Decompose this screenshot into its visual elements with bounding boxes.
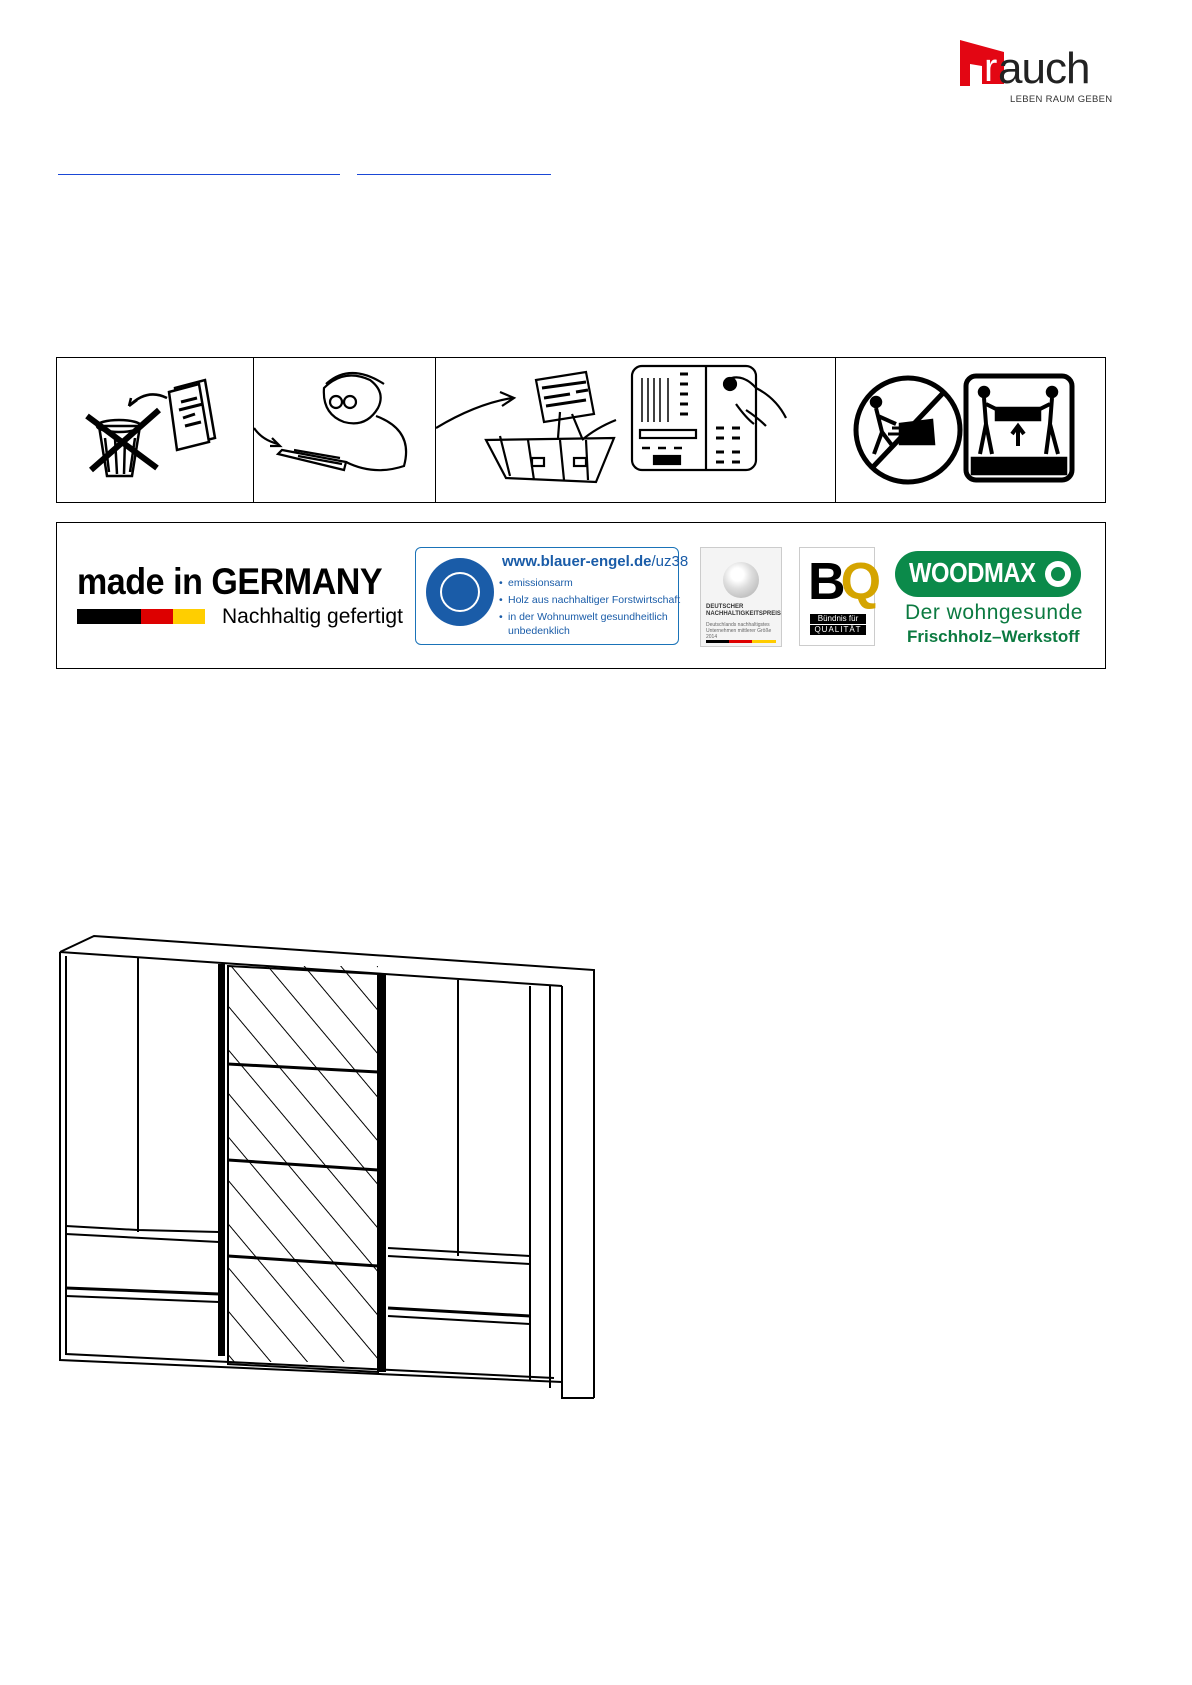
award-sub-2: Unternehmen mittlerer Größe 2014 bbox=[706, 628, 772, 640]
blauer-engel-emblem-icon bbox=[426, 558, 494, 626]
instr-cell-furniture bbox=[836, 358, 1107, 502]
instr-cell-trash bbox=[57, 358, 254, 502]
award-sphere-icon bbox=[723, 562, 759, 598]
woodmax-logo bbox=[895, 551, 1081, 597]
rauch-logo[interactable] bbox=[958, 38, 1113, 108]
wardrobe-line-drawing bbox=[54, 930, 600, 1408]
keep-documents-icon bbox=[436, 358, 834, 501]
woodmax-name: WOODMAX bbox=[909, 557, 1036, 588]
bq-line-2: QUALITÄT bbox=[810, 625, 866, 635]
instruction-strip bbox=[56, 357, 1106, 503]
sustainable-text: Nachhaltig gefertigt bbox=[222, 605, 403, 628]
certification-badges bbox=[56, 522, 1106, 669]
bq-letters: BQ bbox=[808, 553, 877, 611]
blauer-engel-item-cont: unbedenklich bbox=[508, 625, 570, 637]
award-flag-bar bbox=[706, 640, 776, 643]
blauer-engel-item: • emissionsarm bbox=[508, 577, 573, 589]
nachhaltigkeitspreis-badge bbox=[700, 547, 782, 647]
blauer-engel-badge bbox=[415, 547, 689, 645]
logo-tagline: LEBEN RAUM GEBEN bbox=[1010, 94, 1113, 105]
made-in-germany-text: made in GERMANY bbox=[77, 561, 383, 602]
logo-word: auch bbox=[998, 44, 1090, 93]
instr-cell-keep bbox=[436, 358, 836, 502]
blauer-engel-url: www.blauer-engel.de/uz38 bbox=[502, 553, 689, 570]
no-trash-icon bbox=[57, 358, 252, 501]
german-flag-bar bbox=[77, 609, 205, 624]
woodmax-line-1: Der wohngesunde bbox=[905, 601, 1083, 624]
header-link-1[interactable] bbox=[58, 160, 340, 175]
woodmax-line-2: Frischholz–Werkstoff bbox=[907, 627, 1080, 646]
logo-letter: r bbox=[984, 46, 998, 90]
award-title-2: NACHHALTIGKEITSPREIS bbox=[706, 611, 781, 617]
no-drag-lift-furniture-icon bbox=[836, 358, 1104, 501]
header-link-2[interactable] bbox=[357, 160, 551, 175]
bq-line-1: Bündnis für bbox=[810, 614, 866, 624]
award-sub-1: Deutschlands nachhaltigstes bbox=[706, 622, 770, 628]
blauer-engel-item: • Holz aus nachhaltiger Forstwirtschaft bbox=[508, 594, 680, 606]
bq-badge bbox=[799, 547, 875, 646]
woodmax-dot-icon bbox=[1045, 561, 1071, 587]
instr-cell-read bbox=[254, 358, 436, 502]
award-title-1: DEUTSCHER bbox=[706, 604, 744, 610]
read-manual-icon bbox=[254, 358, 434, 501]
blauer-engel-item: • in der Wohnumwelt gesundheitlich bbox=[508, 611, 668, 623]
